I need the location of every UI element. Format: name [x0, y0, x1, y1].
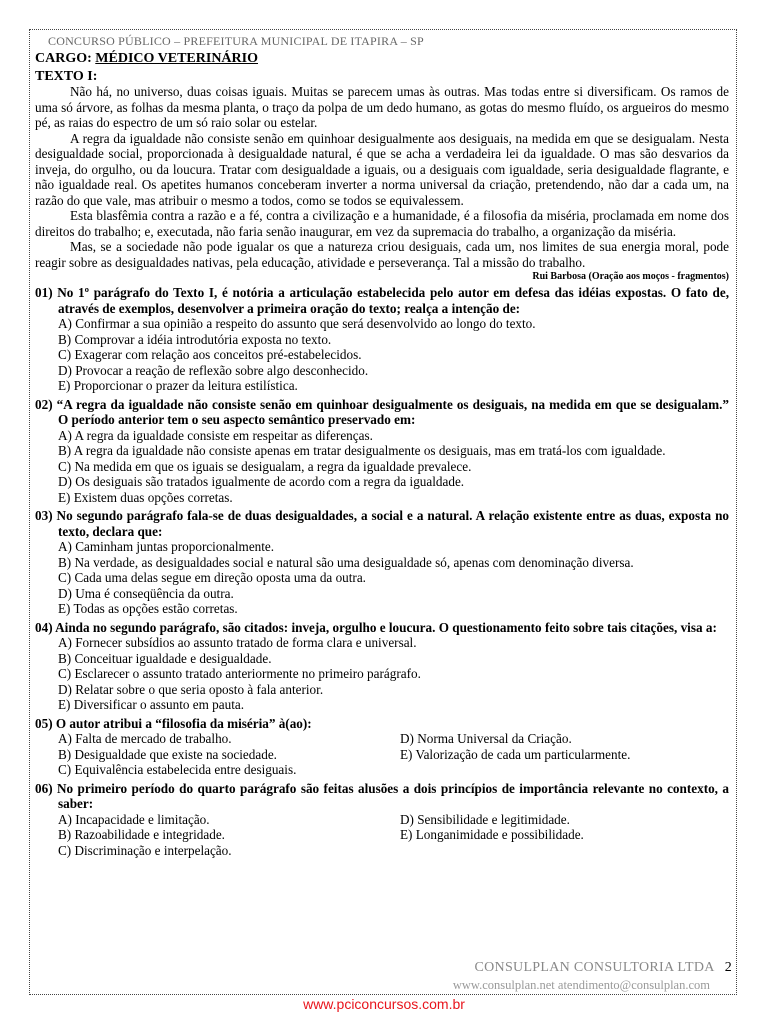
paragraph: Mas, se a sociedade não pode igualar os que a natureza criou desiguais, cada um, nos limites de sua energia moral, pode reagir sobre as desigualdades nativas, pela educação, atividade e perseverança. Tal a missão do trabalho.: [35, 239, 729, 270]
option-d: D) Norma Universal da Criação.: [400, 731, 572, 746]
question-text: 06) No primeiro período do quarto parágrafo são feitas alusões a dois princípios de importância relevante no contexto, a saber:: [35, 780, 729, 811]
option-e: E) Diversificar o assunto em pauta.: [58, 697, 245, 712]
question-06: [35, 781, 729, 859]
company-name: CONSULPLAN CONSULTORIA LTDA: [474, 960, 715, 975]
option-b: B) Na verdade, as desigualdades social e natural são uma desigualdade só, apenas com denominação diversa.: [58, 554, 634, 570]
page-number: 2: [724, 960, 732, 975]
options-grid: [35, 812, 729, 859]
option-c: C) Exagerar com relação aos conceitos pré-estabelecidos.: [58, 347, 362, 362]
cargo-line: [35, 51, 729, 67]
option-e: E) Existem duas opções corretas.: [58, 489, 233, 505]
exam-content: [35, 51, 729, 858]
question-text: 05) O autor atribui a “filosofia da miséria” à(ao):: [35, 715, 312, 731]
question-text: 02) “A regra da igualdade não consiste senão em quinhoar desigualmente os desiguais, na medida em que se desigualam.” O período anterior tem o seu aspecto semântico preservado em:: [35, 396, 729, 427]
option-c: C) Cada uma delas segue em direção oposta uma da outra.: [58, 570, 366, 585]
option-c: C) Discriminação e interpelação.: [58, 842, 232, 858]
question-text: 04) Ainda no segundo parágrafo, são citados: inveja, orgulho e loucura. O questionamento feito sobre tais citações, visa a:: [35, 619, 717, 635]
question-02: [35, 397, 729, 506]
option-a: A) Fornecer subsídios ao assunto tratado de forma clara e universal.: [58, 635, 417, 650]
option-e: E) Valorização de cada um particularmente.: [400, 746, 631, 762]
options-grid: [35, 731, 729, 778]
page-header: CONCURSO PÚBLICO – PREFEITURA MUNICIPAL DE ITAPIRA – SP: [48, 34, 424, 48]
option-c: C) Na medida em que os iguais se desigualam, a regra da igualdade prevalece.: [58, 458, 472, 474]
option-a: A) Confirmar a sua opinião a respeito do assunto que será desenvolvido ao longo do texto.: [58, 316, 536, 331]
option-a: A) A regra da igualdade consiste em respeitar as diferenças.: [58, 427, 373, 443]
option-b: B) Desigualdade que existe na sociedade.: [58, 746, 277, 762]
cargo-value: MÉDICO VETERINÁRIO: [95, 51, 258, 66]
paragraph: A regra da igualdade não consiste senão em quinhoar desigualmente aos desiguais, na medida em que se desigualam. Nesta desigualdade social, proporcionada à desigualdade natural, é que se acha a verdadeira lei da igualdade. O mas são desvarios da inveja, do orgulho, ou da loucura. Tratar com desigualdade a iguais, ou a desiguais com igualdade, seria desigualdade flagrante, e não igualdade real. Os apetites humanos conceberam inverter a norma universal da criação, pretendendo, não dar a cada um, na razão do que vale, mas atribuir o mesmo a todos, como se todos se equivalessem.: [35, 130, 729, 208]
paragraph: Não há, no universo, duas coisas iguais. Muitas se parecem umas às outras. Mas todas entre si diversificam. Os ramos de uma só árvore, as folhas da mesma planta, o traço da polpa de um dedo humano, as gotas do mesmo fluído, os argueiros do mesmo pé, as raias do espectro de um só raio solar ou estelar.: [35, 84, 729, 130]
option-c: C) Equivalência estabelecida entre desiguais.: [58, 762, 297, 777]
paragraph: Esta blasfêmia contra a razão e a fé, contra a civilização e a humanidade, é a filosofia da miséria, proclamada em nome dos direitos do trabalho; e, executada, não faria senão inaugurar, em vez da supremacia do trabalho, a organização da miséria.: [35, 208, 729, 239]
cargo-label: CARGO:: [35, 51, 96, 66]
option-b: B) Razoabilidade e integridade.: [58, 827, 225, 842]
question-text: 03) No segundo parágrafo fala-se de duas desigualdades, a social e a natural. A relação existente entre as duas, exposta no texto, declara que:: [35, 508, 729, 539]
footer-contact: www.consulplan.net atendimento@consulplan.com: [452, 978, 710, 992]
option-d: D) Provocar a reação de reflexão sobre algo desconhecido.: [58, 362, 369, 378]
option-d: D) Relatar sobre o que seria oposto à fala anterior.: [58, 681, 324, 697]
footer-company: [475, 960, 733, 976]
question-03: [35, 508, 729, 617]
option-b: B) A regra da igualdade não consiste apenas em tratar desigualmente os desiguais, mas em tratá-los com igualdade.: [58, 443, 666, 458]
site-link[interactable]: www.pciconcursos.com.br: [303, 996, 465, 1012]
option-a: A) Caminham juntas proporcionalmente.: [58, 539, 275, 554]
option-d: D) Sensibilidade e legitimidade.: [400, 811, 570, 827]
option-d: D) Os desiguais são tratados igualmente de acordo com a regra da igualdade.: [58, 474, 465, 489]
texto-title: TEXTO I:: [35, 68, 98, 84]
question-01: [35, 285, 729, 394]
option-c: C) Esclarecer o assunto tratado anteriormente no primeiro parágrafo.: [58, 666, 421, 681]
text-author: Rui Barbosa (Oração aos moços - fragmentos): [532, 271, 729, 282]
option-b: B) Comprovar a idéia introdutória exposta no texto.: [58, 331, 332, 347]
option-a: A) Incapacidade e limitação.: [58, 811, 210, 827]
option-d: D) Uma é conseqüência da outra.: [58, 585, 234, 601]
question-text: 01) No 1º parágrafo do Texto I, é notória a articulação estabelecida pelo autor em defesa das idéias expostas. O fato de, através de exemplos, desenvolver a primeira oração do texto; realça a intenção de:: [35, 285, 729, 316]
option-a: A) Falta de mercado de trabalho.: [58, 731, 232, 746]
option-e: E) Proporcionar o prazer da leitura estilística.: [58, 378, 298, 393]
option-b: B) Conceituar igualdade e desigualdade.: [58, 650, 272, 666]
option-e: E) Todas as opções estão corretas.: [58, 601, 238, 616]
question-05: [35, 716, 729, 778]
option-e: E) Longanimidade e possibilidade.: [400, 827, 584, 842]
question-04: [35, 620, 729, 713]
